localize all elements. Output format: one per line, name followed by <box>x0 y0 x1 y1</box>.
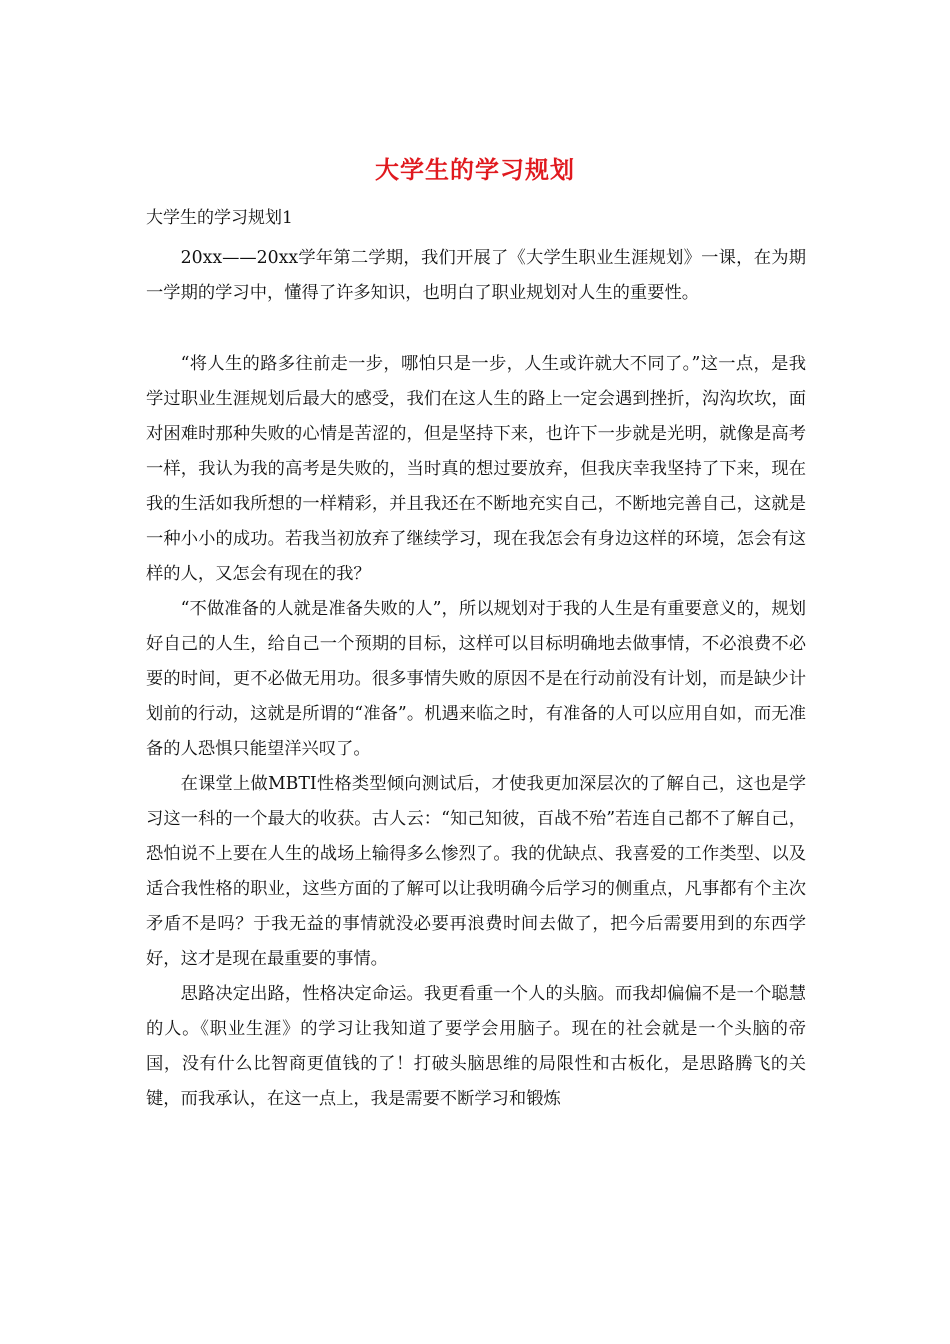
paragraph-3: “不做准备的人就是准备失败的人”，所以规划对于我的人生是有重要意义的，规划好自己的人生，给自己一个预期的目标，这样可以目标明确地去做事情，不必浪费不必要的时间，更不必做无用功。很多事情失败的原因不是在行动前没有计划，而是缺少计划前的行动，这就是所谓的“准备”。机遇来临之时，有准备的人可以应用自如，而无准备的人恐惧只能望洋兴叹了。 <box>146 599 806 759</box>
paragraph-4: 在课堂上做MBTI性格类型倾向测试后，才使我更加深层次的了解自己，这也是学习这一科的一个最大的收获。古人云：“知己知彼，百战不殆”若连自己都不了解自己，恐怕说不上要在人生的战场上输得多么惨烈了。我的优缺点、我喜爱的工作类型、以及适合我性格的职业，这些方面的了解可以让我明确今后学习的侧重点，凡事都有个主次矛盾不是吗？于我无益的事情就没必要再浪费时间去做了，把今后需要用到的东西学好，这才是现在最重要的事情。 <box>146 774 806 969</box>
paragraph-2: “将人生的路多往前走一步，哪怕只是一步，人生或许就大不同了。”这一点，是我学过职业生涯规划后最大的感受，我们在这人生的路上一定会遇到挫折，沟沟坎坎，面对困难时那种失败的心情是苦涩的，但是坚持下来，也许下一步就是光明，就像是高考一样，我认为我的高考是失败的，当时真的想过要放弃，但我庆幸我坚持了下来，现在我的生活如我所想的一样精彩，并且我还在不断地充实自己，不断地完善自己，这就是一种小小的成功。若我当初放弃了继续学习，现在我怎会有身边这样的环境，怎会有这样的人，又怎会有现在的我？ <box>146 354 806 584</box>
document-body <box>146 241 806 1117</box>
paragraph-5: 思路决定出路，性格决定命运。我更看重一个人的头脑。而我却偏偏不是一个聪慧的人。《职业生涯》的学习让我知道了要学会用脑子。现在的社会就是一个头脑的帝国，没有什么比智商更值钱的了！打破头脑思维的局限性和古板化，是思路腾飞的关键，而我承认，在这一点上，我是需要不断学习和锻炼 <box>146 984 806 1109</box>
document-title: 大学生的学习规划 <box>375 155 575 184</box>
document-subtitle: 大学生的学习规划1 <box>146 208 293 228</box>
paragraph-1: 20xx——20xx学年第二学期，我们开展了《大学生职业生涯规划》一课，在为期一学期的学习中，懂得了许多知识，也明白了职业规划对人生的重要性。 <box>146 248 806 303</box>
